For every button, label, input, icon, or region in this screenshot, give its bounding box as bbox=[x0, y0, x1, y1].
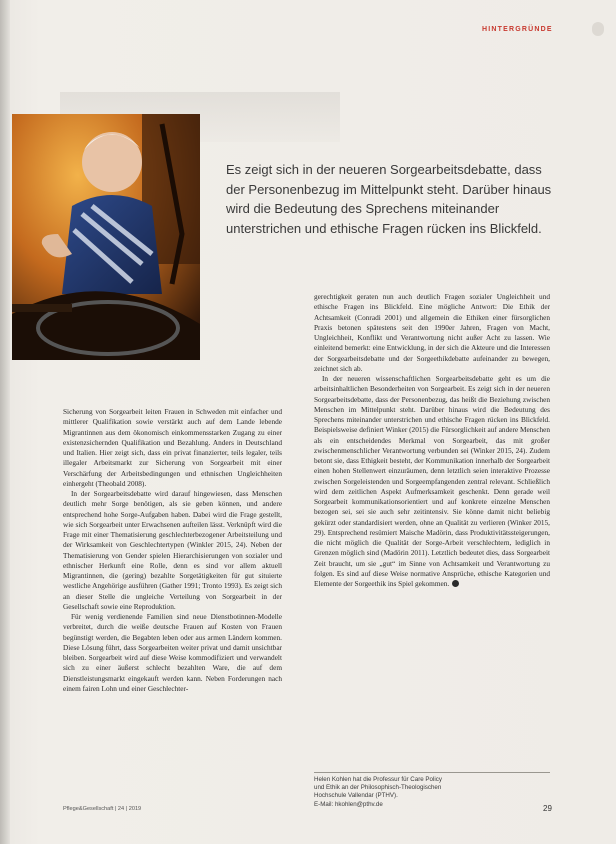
paragraph: In der Sorgearbeitsdebatte wird darauf hingewiesen, dass Menschen deutlich mehr Sorge benötigen, als sie geben können, und andere entsprechend hohe Sorge-Aufgaben haben. Dabei wird die Frage gestellt, wie sich Sorgearbeit unter Erwachsenen aufteilen lässt. Verknüpft wird die Frage mit einer Thematisierung geschlechterbezogener Arbeitsteilung und der Wirksamkeit von Geschlechtertypen (Winkler 2015, 24). Neben der Thematisierung von Gender spielen Hierarchisierungen von sozialer und ethnischer Herkunft eine Rolle, denn es sind vor allem aktuell Migrantinnen, die (gering) bezahlte Sorgetätigkeiten für gut situierte westliche Angehörige ausführen (Gather 1991; Tronto 1993). Es zeigt sich an dieser Stelle die ungleiche Verteilung von Sorgearbeit in der Gesellschaft sowie eine Reproduktion. bbox=[63, 489, 282, 611]
paragraph: Für wenig verdienende Familien sind neue Dienstbotinnen-Modelle verbreitet, durch die weiße deutsche Frauen auf Kosten von Frauen begünstigt werden, die Begabten leben oder aus armen Ländern kommen. Diese Lösung führt, dass Sorgearbeiten weiter privat und damit unsichtbar bleiben. Sorgearbeit wird auf diese Weise kommodifiziert und verwandelt sich zu einer äußerst schlecht bezahlten Ware, die auf dem Dienstleistungsmarkt eingekauft werden kann. Neben Forderungen nach einem fairen Lohn und einer Geschlechter- bbox=[63, 612, 282, 693]
section-label: HINTERGRÜNDE bbox=[482, 26, 553, 33]
author-bio-line: Hochschule Vallendar (PTHV). bbox=[314, 792, 398, 800]
author-email: E-Mail: hkohlen@pthv.de bbox=[314, 800, 383, 808]
author-bio-line: und Ethik an der Philosophisch-Theologischen bbox=[314, 784, 442, 792]
author-bio-line: Helen Kohlen hat die Professur für Care Policy bbox=[314, 776, 442, 783]
body-column-right bbox=[314, 292, 550, 589]
photo-elderly-man bbox=[12, 114, 200, 360]
paragraph bbox=[314, 374, 550, 589]
corner-marker bbox=[592, 22, 604, 36]
body-column-left bbox=[63, 407, 282, 694]
paragraph: gerechtigkeit geraten nun auch deutlich Fragen sozialer Ungleichheit und ethische Fragen ins Blickfeld. Eine mögliche Antwort: Die Ethik der Achtsamkeit (Conradi 2001) und allgemein die Ethiken einer fürsorglichen Praxis betonen spätestens seit den 1990er Jahren, Fragen von Macht, Ungleichheit, Konflikt und Verantwortung nicht außer Acht zu lassen. Wie einleitend bemerkt: eine Entwicklung, in der sich die Akteure und die Interessen der Sorgearbeitsdebatte und der Sorgeethikdebatte aufeinander zu bewegen, zeichnet sich ab. bbox=[314, 292, 550, 373]
publication-footer: Pflege&Gesellschaft | 24 | 2019 bbox=[63, 806, 142, 812]
end-of-article-icon bbox=[452, 580, 459, 587]
page-number: 29 bbox=[543, 804, 552, 813]
page-binding-shadow bbox=[0, 0, 10, 844]
paragraph-text: In der neueren wissenschaftlichen Sorgearbeitsdebatte geht es um die arbeitsinhaltlichen Besonderheiten von Sorgearbeit. Es zeigt sich in der neueren Sorgearbeitsdebatte, dass der Personenbezug, das heißt die Beziehung zwischen Menschen im Mittelpunkt steht. Darüber hinaus wird die Bedeutung des Sprechens miteinander unterstrichen und ethische Fragen rücken ins Blickfeld. Beispielsweise definiert Winker (2015) die Fürsorglichkeit auf andere Menschen als ein entscheidendes Merkmal von Sorgearbeit, das mit großer zwischenmenschlicher Verantwortung verbunden sei (Winker 2015, 24). Zudem betont sie, dass Ethigkeit besteht, der Kommunikation innerhalb der Sorgearbeit einen hohen Stellenwert einzuräumen, denn letztlich seien interaktive Prozesse zwischen Sorgeleistenden und Sorgeempfangenden zentral relevant. Schließlich wird dem zeitlichen Aspekt Aufmerksamkeit geschenkt. Denn gerade weil Sorgearbeit kommunikationsorientiert und auf konkrete einzelne Menschen bezogen sei, sei sie auch sehr zeitintensiv. Sie könne damit nicht beliebig gekürzt oder standardisiert werden, ohne an Qualität zu verlieren (Winker 2015, 29). Entsprechend resümiert Maische Madörin, dass Produktivitätssteigerungen, die nicht möglich die Qualität der Sorge-Arbeit verschlechtern, lediglich in Grenzen möglich sind (Madörin 2011). Letztlich bedeutet dies, dass Sorgearbeit Zeit braucht, um sie „gut“ im Sinne von Achtsamkeit und Verantwortung zu folgen. Es sind auf diese Weise normative Ansprüche, ethische Kategorien und Elemente der Sorgeethik ins Spiel gekommen. bbox=[314, 374, 550, 588]
author-info-box bbox=[314, 772, 550, 809]
lead-quote: Es zeigt sich in der neueren Sorgearbeitsdebatte, dass der Personenbezug im Mittelpunkt steht. Darüber hinaus wird die Bedeutung des Sprechens miteinander unterstrichen und ethische Fragen rücken ins Blickfeld. bbox=[226, 162, 552, 236]
paragraph: Sicherung von Sorgearbeit leiten Frauen in Schweden mit einfacher und mittlerer Qualifikation sowie verstärkt auch auf dem Lande lebende Migrantinnen aus dem ökonomisch einkommensstarken Zugang zu einer existenzsichernden Qualifikation und Bezahlung. Anders in Deutschland und Italien. Hier zeigt sich, dass ein privat finanzierter, teils legaler, teils illegaler Arbeitsmarkt zur Sicherung von Sorgearbeit mit einer Verschärfung der Arbeitsbedingungen und ethnischen Ungleichheiten einhergeht (Theobald 2008). bbox=[63, 407, 282, 488]
